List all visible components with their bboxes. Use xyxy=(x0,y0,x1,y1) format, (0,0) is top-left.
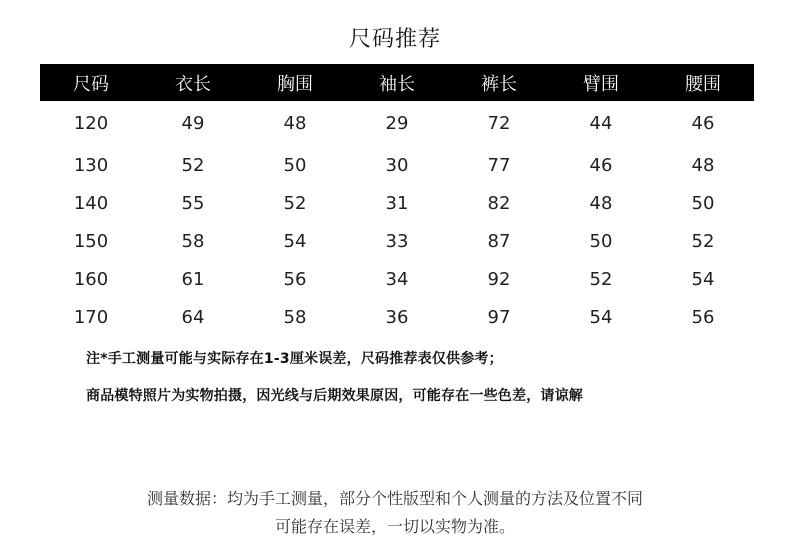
table-row xyxy=(40,260,754,298)
table-cell: 52 xyxy=(691,230,715,252)
table-cell: 92 xyxy=(487,268,511,290)
table-cell: 120 xyxy=(73,113,109,134)
table-cell: 50 xyxy=(589,230,613,252)
disclaimer-note: 注*手工测量可能与实际存在1-3厘米误差，尺码推荐表仅供参考； xyxy=(86,351,503,367)
table-cell: 52 xyxy=(589,268,613,290)
table-cell: 61 xyxy=(181,268,205,290)
table-cell: 31 xyxy=(385,192,409,214)
header-arm: 臂围 xyxy=(550,64,652,101)
table-row xyxy=(40,298,754,336)
table-cell: 170 xyxy=(73,306,109,328)
header-sleeve: 袖长 xyxy=(346,64,448,101)
table-cell: 52 xyxy=(283,192,307,214)
table-row xyxy=(40,146,754,184)
table-cell: 46 xyxy=(589,154,613,176)
table-cell: 29 xyxy=(385,113,409,134)
table-cell: 56 xyxy=(691,306,715,328)
table-cell: 160 xyxy=(73,268,109,290)
table-header-row xyxy=(40,64,754,101)
table-cell: 48 xyxy=(589,192,613,214)
table-cell: 140 xyxy=(73,192,109,214)
table-cell: 49 xyxy=(181,113,205,134)
table-cell: 82 xyxy=(487,192,511,214)
table-cell: 30 xyxy=(385,154,409,176)
table-cell: 48 xyxy=(283,113,307,134)
table-cell: 58 xyxy=(181,230,205,252)
table-cell: 56 xyxy=(283,268,307,290)
table-cell: 46 xyxy=(691,113,715,134)
page-title: 尺码推荐 xyxy=(348,27,441,52)
table-cell: 87 xyxy=(487,230,511,252)
size-table xyxy=(40,64,754,336)
table-cell: 54 xyxy=(589,306,613,328)
table-row xyxy=(40,184,754,222)
table-row xyxy=(40,101,754,146)
table-cell: 50 xyxy=(691,192,715,214)
table-cell: 33 xyxy=(385,230,409,252)
table-cell: 150 xyxy=(73,230,109,252)
table-cell: 54 xyxy=(283,230,307,252)
header-waist: 腰围 xyxy=(652,64,754,101)
table-cell: 97 xyxy=(487,306,511,328)
measurement-note-line2: 可能存在误差，一切以实物为准。 xyxy=(274,517,515,536)
table-cell: 55 xyxy=(181,192,205,214)
table-cell: 44 xyxy=(589,113,613,134)
color-note: 商品模特照片为实物拍摄，因光线与后期效果原因，可能存在一些色差，请谅解 xyxy=(86,388,583,404)
measurement-note-line1: 测量数据：均为手工测量，部分个性版型和个人测量的方法及位置不同 xyxy=(146,489,643,508)
header-chest: 胸围 xyxy=(244,64,346,101)
header-pants-length: 裤长 xyxy=(448,64,550,101)
table-cell: 36 xyxy=(385,306,409,328)
table-cell: 50 xyxy=(283,154,307,176)
table-cell: 77 xyxy=(487,154,511,176)
table-cell: 64 xyxy=(181,306,205,328)
table-cell: 48 xyxy=(691,154,715,176)
table-cell: 54 xyxy=(691,268,715,290)
header-size: 尺码 xyxy=(40,64,142,101)
table-cell: 52 xyxy=(181,154,205,176)
table-cell: 130 xyxy=(73,154,109,176)
header-length: 衣长 xyxy=(142,64,244,101)
table-cell: 72 xyxy=(487,113,511,134)
table-cell: 58 xyxy=(283,306,307,328)
table-cell: 34 xyxy=(385,268,409,290)
table-row xyxy=(40,222,754,260)
